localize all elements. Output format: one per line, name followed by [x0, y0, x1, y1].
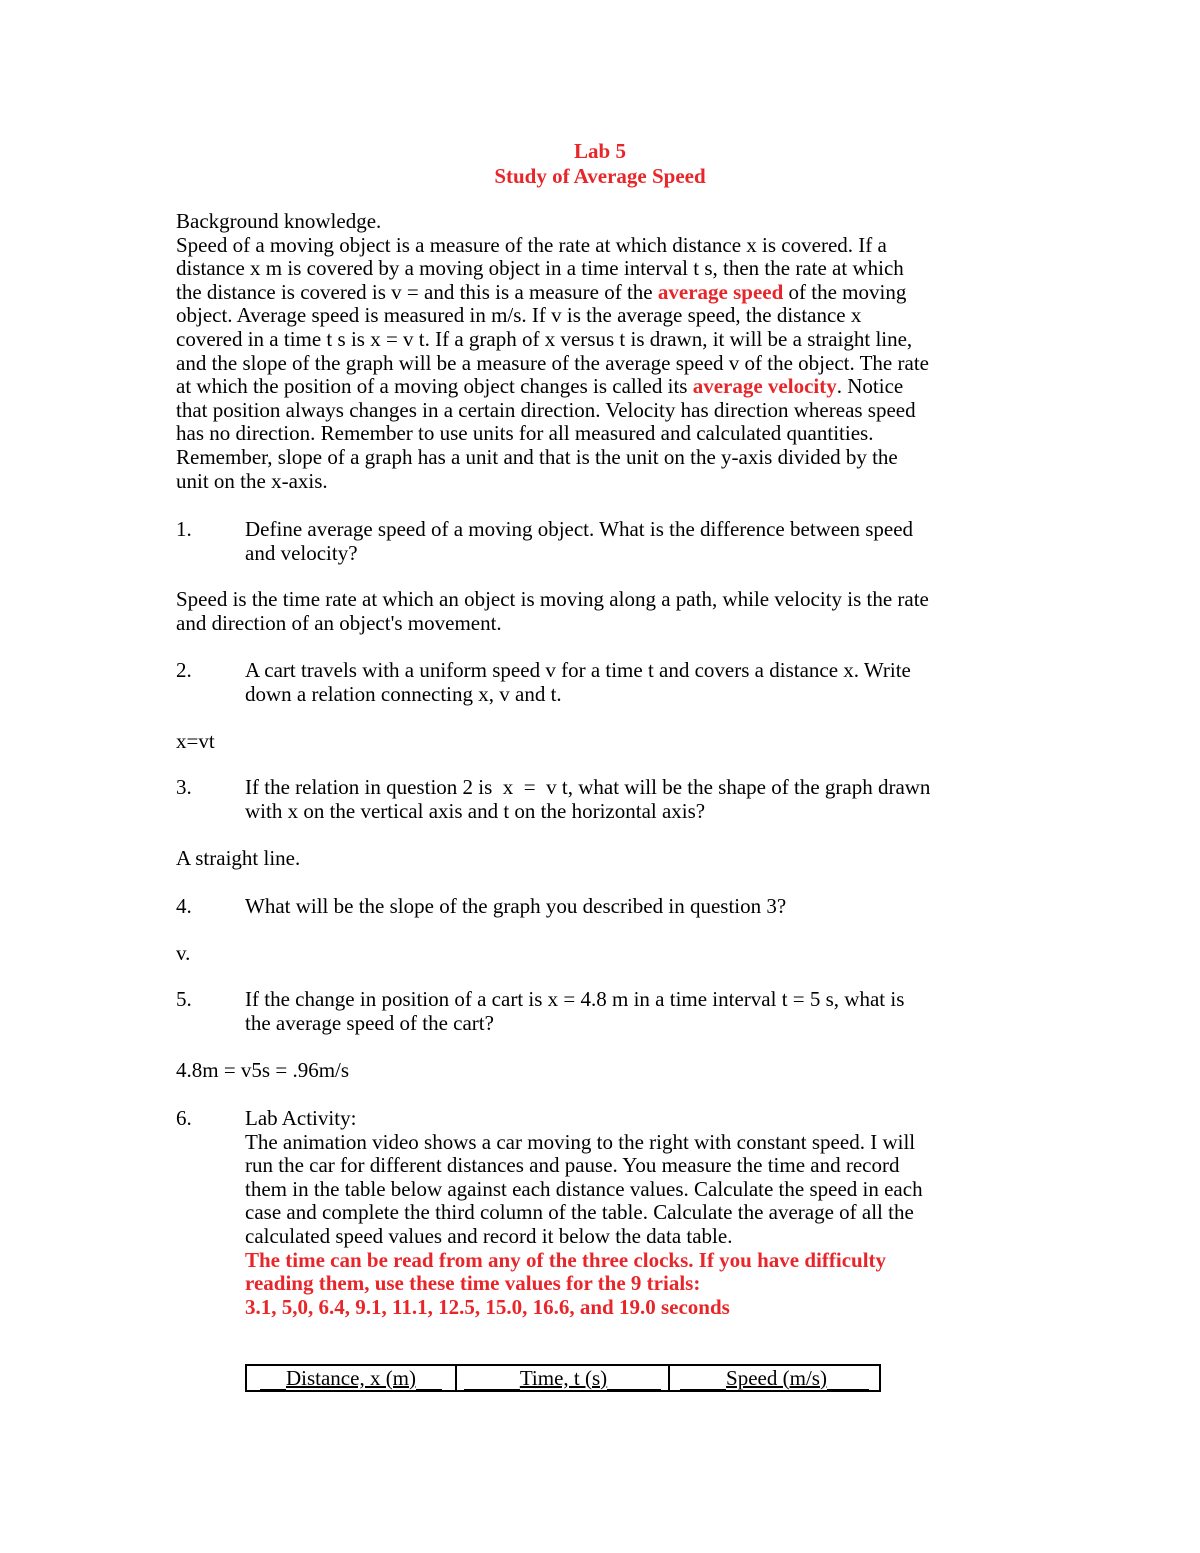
- question-line: Define average speed of a moving object. What is the difference between speed: [245, 517, 914, 541]
- question-line: What will be the slope of the graph you described in question 3?: [245, 894, 787, 918]
- question-number: 4.: [176, 894, 192, 918]
- question-number: 6.: [176, 1106, 192, 1130]
- background-text: . Notice: [836, 374, 904, 399]
- lab-number: Lab 5: [574, 139, 626, 163]
- lab-activity: [245, 1107, 1035, 1319]
- question-text: [245, 659, 1035, 706]
- background-line: [176, 281, 1036, 305]
- answer-text: [176, 847, 1036, 871]
- background-line: that position always changes in a certain direction. Velocity has direction whereas speed: [176, 397, 916, 422]
- answer-line: Speed is the time rate at which an object is moving along a path, while velocity is the rate: [176, 587, 929, 611]
- answer-text: [176, 942, 1036, 966]
- background-line: unit on the x-axis.: [176, 468, 328, 493]
- background-line: covered in a time t s is x = v t. If a graph of x versus t is drawn, it will be a straight line,: [176, 326, 913, 351]
- column-header-time: Time, t (s): [456, 1365, 669, 1391]
- question-number: 2.: [176, 658, 192, 682]
- lab-activity-line: run the car for different distances and pause. You measure the time and record: [245, 1153, 900, 1178]
- lab-activity-line: case and complete the third column of the table. Calculate the average of all the: [245, 1200, 914, 1225]
- lab-title: Study of Average Speed: [494, 164, 706, 188]
- term-average-speed: average speed: [657, 279, 784, 304]
- answer-line: A straight line.: [176, 846, 301, 870]
- background-line: distance x m is covered by a moving object in a time interval t s, then the rate at which: [176, 256, 904, 281]
- question-line: If the relation in question 2 is x = v t, what will be the shape of the graph drawn: [245, 775, 931, 799]
- lab-activity-line: them in the table below against each distance values. Calculate the speed in each: [245, 1176, 923, 1201]
- time-values-note: reading them, use these time values for the 9 trials:: [245, 1271, 701, 1296]
- background-line: Speed of a moving object is a measure of the rate at which distance x is covered. If a: [176, 232, 887, 257]
- question-number: 5.: [176, 987, 192, 1011]
- question-line: and velocity?: [245, 540, 358, 565]
- answer-line: v.: [176, 941, 191, 965]
- answer-line: x=vt: [176, 729, 215, 753]
- answer-text: [176, 730, 1036, 754]
- answer-text: [176, 588, 1036, 635]
- background-line: object. Average speed is measured in m/s. If v is the average speed, the distance x: [176, 303, 862, 328]
- question-line: If the change in position of a cart is x = 4.8 m in a time interval t = 5 s, what is: [245, 987, 905, 1011]
- question-line: with x on the vertical axis and t on the horizontal axis?: [245, 798, 706, 823]
- question-line: the average speed of the cart?: [245, 1010, 494, 1035]
- time-values-list: 3.1, 5,0, 6.4, 9.1, 11.1, 12.5, 15.0, 16.6, and 19.0 seconds: [245, 1294, 730, 1319]
- question-number: 1.: [176, 517, 192, 541]
- background-line: has no direction. Remember to use units for all measured and calculated quantities.: [176, 421, 874, 446]
- background-line: Remember, slope of a graph has a unit and that is the unit on the y-axis divided by the: [176, 444, 898, 469]
- term-average-velocity: average velocity: [692, 374, 837, 399]
- answer-text: [176, 1059, 1036, 1083]
- answer-line: and direction of an object's movement.: [176, 610, 502, 635]
- question-text: [245, 518, 1035, 565]
- time-values-note: The time can be read from any of the three clocks. If you have difficulty: [245, 1247, 887, 1272]
- background-line: [176, 375, 1036, 399]
- background-heading: Background knowledge.: [176, 209, 382, 233]
- background-text: at which the position of a moving object changes is called its: [176, 374, 693, 399]
- question-number: 3.: [176, 775, 192, 799]
- lab-activity-line: calculated speed values and record it below the data table.: [245, 1223, 733, 1248]
- question-text: [245, 895, 1035, 919]
- column-header-speed: Speed (m/s): [669, 1365, 880, 1391]
- table-header-row: [246, 1365, 880, 1391]
- lab-activity-line: The animation video shows a car moving to the right with constant speed. I will: [245, 1129, 916, 1154]
- column-header-distance: Distance, x (m): [246, 1365, 456, 1391]
- background-text: of the moving: [783, 279, 907, 304]
- data-table: [245, 1364, 881, 1392]
- question-line: down a relation connecting x, v and t.: [245, 681, 562, 706]
- background-line: and the slope of the graph will be a measure of the average speed v of the object. The rate: [176, 350, 929, 375]
- background-text: the distance is covered is v = and this is a measure of the: [176, 279, 658, 304]
- question-text: [245, 776, 1035, 823]
- question-line: A cart travels with a uniform speed v for a time t and covers a distance x. Write: [245, 658, 911, 682]
- lab-activity-heading: Lab Activity:: [245, 1106, 357, 1130]
- answer-line: 4.8m = v5s = .96m/s: [176, 1058, 350, 1082]
- background-section: [176, 210, 1036, 493]
- question-text: [245, 988, 1035, 1035]
